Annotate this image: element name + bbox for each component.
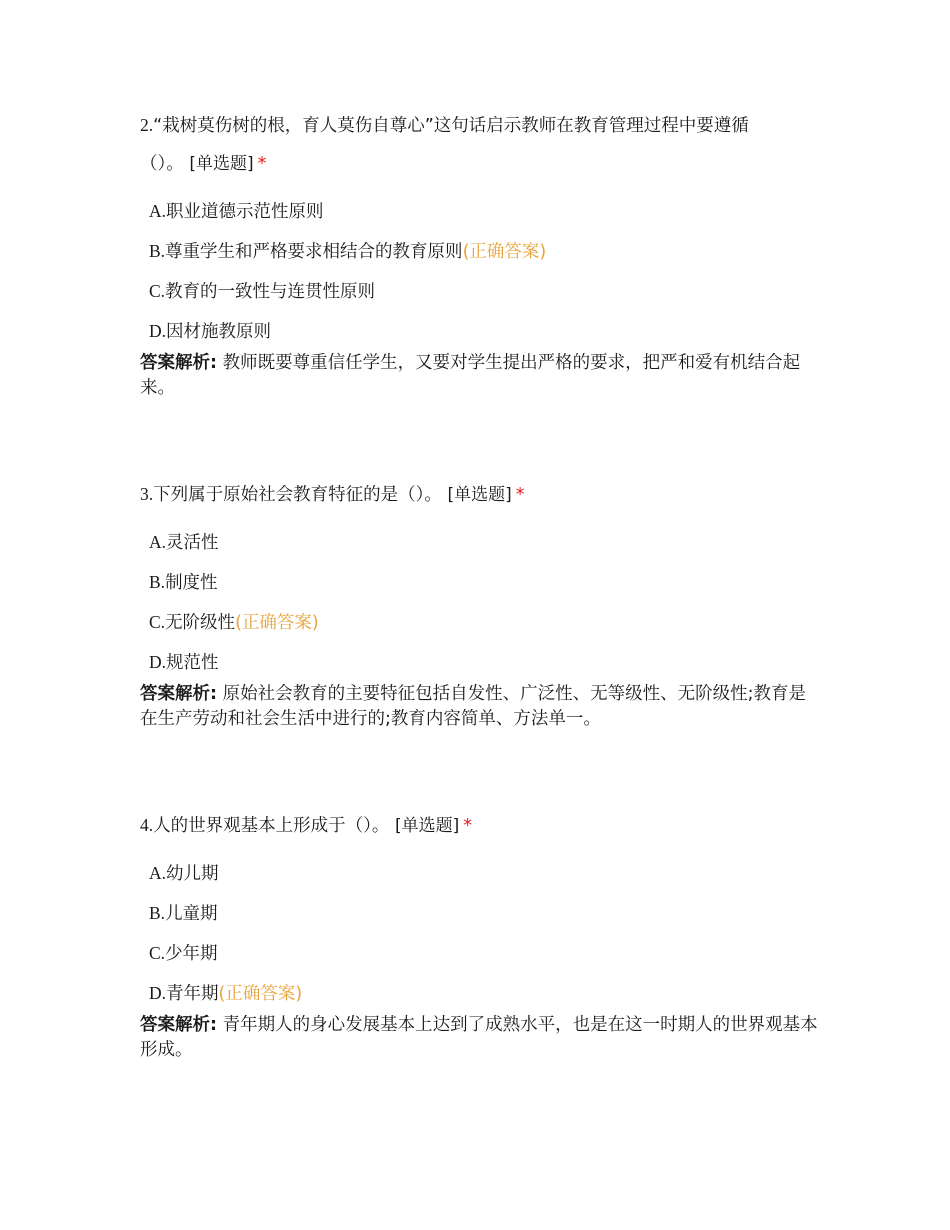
option-list: [140, 853, 820, 1013]
option-letter: B.: [149, 903, 166, 923]
option-letter: D.: [149, 652, 167, 672]
option-list: [140, 522, 820, 682]
option-b[interactable]: [140, 893, 820, 933]
option-text: 制度性: [165, 573, 218, 593]
analysis-label: 答案解析:: [140, 353, 217, 373]
question-4: [140, 806, 820, 1063]
question-title: [140, 106, 820, 145]
option-a[interactable]: [140, 522, 820, 562]
correct-answer-tag: (正确答案): [218, 984, 303, 1004]
option-text: 儿童期: [165, 904, 218, 924]
option-text: 灵活性: [166, 533, 219, 553]
option-c[interactable]: [140, 271, 820, 311]
option-d[interactable]: [140, 973, 820, 1013]
question-number: 2.: [140, 115, 154, 135]
question-text: 下列属于原始社会教育特征的是（）。: [153, 485, 442, 505]
option-letter: C.: [149, 612, 166, 632]
question-text-continued: （）。: [140, 154, 184, 174]
analysis-text: 青年期人的身心发展基本上达到了成熟水平，也是在这一时期人的世界观基本形成。: [140, 1015, 818, 1060]
option-b[interactable]: [140, 231, 820, 271]
option-text: 幼儿期: [166, 864, 219, 884]
analysis-label: 答案解析:: [140, 684, 217, 704]
option-c[interactable]: [140, 602, 820, 642]
correct-answer-tag: (正确答案): [462, 242, 547, 262]
question-title: [140, 475, 820, 514]
option-a[interactable]: [140, 853, 820, 893]
option-letter: D.: [149, 321, 167, 341]
question-3: [140, 475, 820, 732]
answer-analysis: [140, 1013, 820, 1063]
question-type: [单选题]: [189, 154, 254, 174]
required-marker: *: [515, 485, 525, 505]
option-letter: C.: [149, 281, 166, 301]
analysis-text: 教师既要尊重信任学生，又要对学生提出严格的要求，把严和爱有机结合起来。: [140, 353, 801, 398]
question-type: [单选题]: [394, 816, 460, 836]
correct-answer-tag: (正确答案): [235, 613, 319, 633]
question-2: [140, 106, 820, 401]
option-text: 青年期: [166, 984, 219, 1004]
option-letter: B.: [149, 241, 166, 261]
option-text: 职业道德示范性原则: [166, 202, 324, 222]
option-a[interactable]: [140, 191, 820, 231]
option-letter: C.: [149, 943, 166, 963]
option-d[interactable]: [140, 311, 820, 351]
option-letter: D.: [149, 983, 167, 1003]
answer-analysis: [140, 351, 820, 401]
option-text: 尊重学生和严格要求相结合的教育原则: [165, 242, 463, 262]
question-text: 人的世界观基本上形成于（）。: [153, 816, 390, 836]
question-number: 4.: [140, 815, 154, 835]
option-text: 教育的一致性与连贯性原则: [165, 282, 376, 302]
question-type: [单选题]: [447, 485, 512, 505]
answer-analysis: [140, 682, 820, 732]
option-letter: A.: [149, 863, 167, 883]
analysis-label: 答案解析:: [140, 1015, 217, 1035]
option-letter: A.: [149, 201, 167, 221]
option-letter: A.: [149, 532, 167, 552]
option-letter: B.: [149, 572, 166, 592]
option-c[interactable]: [140, 933, 820, 973]
question-text: “栽树莫伤树的根，育人莫伤自尊心”这句话启示教师在教育管理过程中要遵循: [153, 116, 749, 136]
question-title: [140, 806, 820, 845]
question-title-continued: [140, 145, 820, 183]
option-list: [140, 191, 820, 351]
option-text: 规范性: [166, 653, 219, 673]
option-text: 因材施教原则: [166, 322, 272, 342]
required-marker: *: [257, 154, 267, 174]
question-number: 3.: [140, 484, 154, 504]
option-text: 少年期: [165, 944, 218, 964]
option-b[interactable]: [140, 562, 820, 602]
analysis-text: 原始社会教育的主要特征包括自发性、广泛性、无等级性、无阶级性;教育是在生产劳动和社会生活中进行的;教育内容简单、方法单一。: [140, 684, 806, 729]
required-marker: *: [463, 816, 472, 836]
option-d[interactable]: [140, 642, 820, 682]
option-text: 无阶级性: [165, 613, 236, 633]
